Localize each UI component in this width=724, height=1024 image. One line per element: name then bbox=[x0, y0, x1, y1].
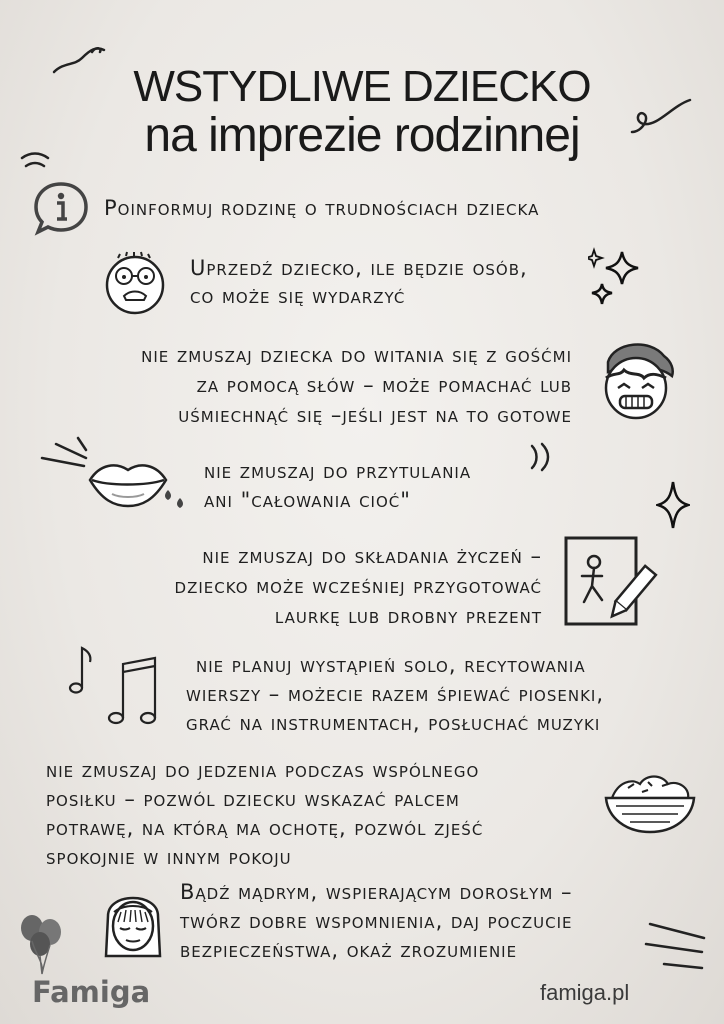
grinning-child-icon bbox=[590, 332, 682, 424]
tip-6-line: nie planuj wystąpień solo, recytowania bbox=[196, 653, 586, 677]
drops-icon bbox=[160, 486, 190, 514]
tip-5-line: nie zmuszaj do składania życzeń – bbox=[202, 544, 542, 568]
motion-lines-icon bbox=[40, 436, 88, 472]
tip-5-line: laurkę lub drobny prezent bbox=[274, 604, 542, 628]
food-bowl-icon bbox=[602, 770, 698, 840]
tip-3-line: nie zmuszaj dziecka do witania się z gośćmi bbox=[141, 343, 572, 367]
brand-logo: Famiga bbox=[32, 975, 151, 1009]
tip-2-line: co może się wydarzyć bbox=[190, 284, 406, 308]
tip-8-line: Bądź mądrym, wspierającym dorosłym – bbox=[180, 880, 573, 904]
calm-girl-icon bbox=[100, 882, 166, 964]
music-notes-icon bbox=[66, 640, 166, 728]
lips-icon bbox=[86, 454, 170, 512]
info-speech-icon bbox=[32, 180, 90, 236]
tip-7-line: spokojnie w innym pokoju bbox=[46, 845, 292, 869]
drawing-card-icon bbox=[562, 534, 662, 630]
tip-5-line: dziecko może wcześniej przygotować bbox=[174, 574, 542, 598]
worried-face-icon bbox=[100, 250, 170, 316]
page-title-line1: WSTYDLIWE DZIECKO bbox=[133, 62, 591, 111]
tip-7-line: nie zmuszaj do jedzenia podczas wspólnego bbox=[46, 758, 480, 782]
tip-7-line: posiłku – pozwól dziecku wskazać palcem bbox=[46, 787, 460, 811]
tip-8-line: twórz dobre wspomnienia, daj poczucie bbox=[180, 909, 573, 933]
tip-8-line: bezpieczeństwa, okaż zrozumienie bbox=[180, 938, 518, 962]
tip-3-line: uśmiechnąć się –jeśli jest na to gotowe bbox=[178, 403, 572, 427]
tip-6-line: wierszy – możecie razem śpiewać piosenki, bbox=[186, 682, 605, 706]
tip-4-line: ani "całowania cioć" bbox=[204, 488, 411, 512]
tip-4-line: nie zmuszaj do przytulania bbox=[204, 459, 472, 483]
page-title-line2: na imprezie rodzinnej bbox=[144, 109, 580, 162]
balloons-logo-icon bbox=[18, 908, 66, 978]
tip-6-line: grać na instrumentach, posłuchać muzyki bbox=[186, 711, 601, 735]
sound-marks-icon bbox=[528, 442, 552, 472]
sparkle-icon bbox=[588, 246, 642, 318]
tip-3-line: za pomocą słów – może pomachać lub bbox=[196, 373, 572, 397]
website-link[interactable]: famiga.pl bbox=[540, 980, 630, 1005]
motion-lines-icon bbox=[644, 920, 708, 978]
tip-2-line: Uprzedź dziecko, ile będzie osób, bbox=[190, 256, 528, 280]
tip-1-line: Poinformuj rodzinę o trudnościach dziecka bbox=[104, 196, 540, 220]
tip-7-line: potrawę, na którą ma ochotę, pozwól zjeść bbox=[46, 816, 484, 840]
sparkle-icon bbox=[656, 480, 690, 530]
